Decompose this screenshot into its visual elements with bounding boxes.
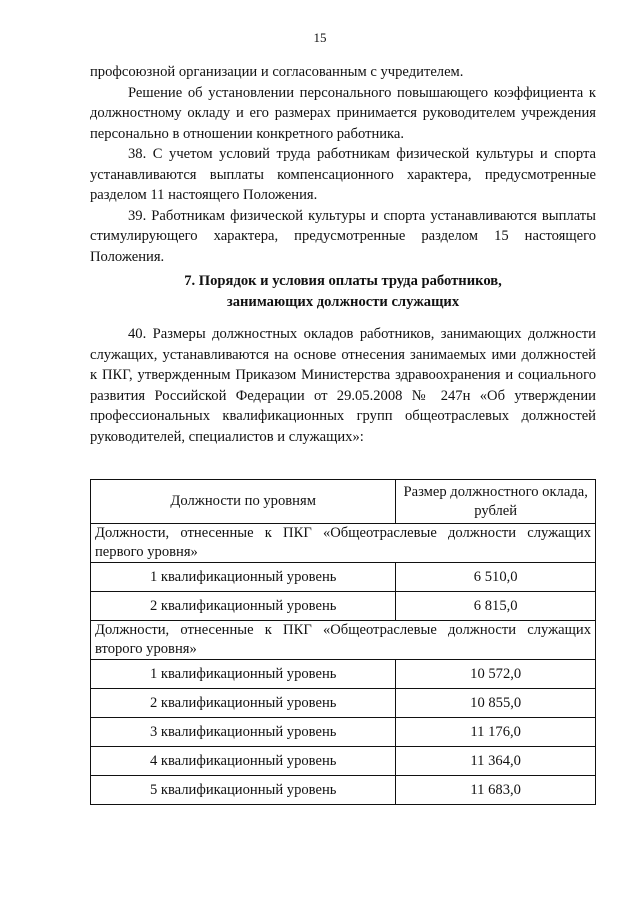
- salary-table: [90, 479, 596, 805]
- table-row: [91, 689, 596, 718]
- level-cell: 5 квалификационный уровень: [91, 776, 396, 805]
- level-cell: 3 квалификационный уровень: [91, 718, 396, 747]
- salary-cell: 10 572,0: [396, 660, 596, 689]
- paragraph-continuation: профсоюзной организации и согласованным с учредителем.: [90, 64, 464, 80]
- level-cell: 1 квалификационный уровень: [91, 660, 396, 689]
- section-title-line-2: занимающих должности служащих: [226, 293, 460, 310]
- salary-cell: 6 510,0: [396, 563, 596, 592]
- group-title: Должности, отнесенные к ПКГ «Общеотраслевые должности служащих первого уровня»: [91, 524, 596, 563]
- salary-cell: 11 683,0: [396, 776, 596, 805]
- header-salary: Размер должностного оклада, рублей: [396, 480, 596, 524]
- salary-cell: 6 815,0: [396, 592, 596, 621]
- section-7-heading: [90, 271, 596, 312]
- group-title: Должности, отнесенные к ПКГ «Общеотраслевые должности служащих второго уровня»: [91, 621, 596, 660]
- group-row-second-level: [91, 621, 596, 660]
- level-cell: 2 квалификационный уровень: [91, 592, 396, 621]
- salary-cell: 11 364,0: [396, 747, 596, 776]
- paragraph-coefficient-decision: Решение об установлении персонального повышающего коэффициента к должностному окладу и его размерах принимается руководителем учреждения персонально в отношении конкретного работника.: [90, 84, 596, 142]
- level-cell: 1 квалификационный уровень: [91, 563, 396, 592]
- table-row: [91, 776, 596, 805]
- level-cell: 2 квалификационный уровень: [91, 689, 396, 718]
- group-row-first-level: [91, 524, 596, 563]
- table-header-row: [91, 480, 596, 524]
- header-positions: Должности по уровням: [91, 480, 396, 524]
- level-cell: 4 квалификационный уровень: [91, 747, 396, 776]
- section-title-line-1: 7. Порядок и условия оплаты труда работников,: [184, 273, 502, 289]
- paragraph-40: 40. Размеры должностных окладов работников, занимающих должности служащих, устанавливаются на основе отнесения занимаемых ими должностей к ПКГ, утвержденным Приказом Министерства здравоохранения и социального развития Российской Федерации от 29.05.2008 № 247н «Об утверждении профессиональных квалификационных групп общеотраслевых должностей руководителей, специалистов и служащих»:: [90, 326, 596, 445]
- table-row: [91, 660, 596, 689]
- table-row: [91, 592, 596, 621]
- paragraph-38: 38. С учетом условий труда работникам физической культуры и спорта устанавливаются выплаты компенсационного характера, предусмотренные разделом 11 настоящего Положения.: [90, 146, 596, 203]
- table-row: [91, 718, 596, 747]
- table-row: [91, 747, 596, 776]
- page-number: 15: [313, 30, 327, 45]
- paragraph-40-block: [90, 324, 596, 447]
- salary-cell: 11 176,0: [396, 718, 596, 747]
- table-row: [91, 563, 596, 592]
- salary-cell: 10 855,0: [396, 689, 596, 718]
- intro-text: [90, 62, 596, 267]
- paragraph-39: 39. Работникам физической культуры и спорта устанавливаются выплаты стимулирующего характера, предусмотренные разделом 15 настоящего Положения.: [90, 207, 596, 265]
